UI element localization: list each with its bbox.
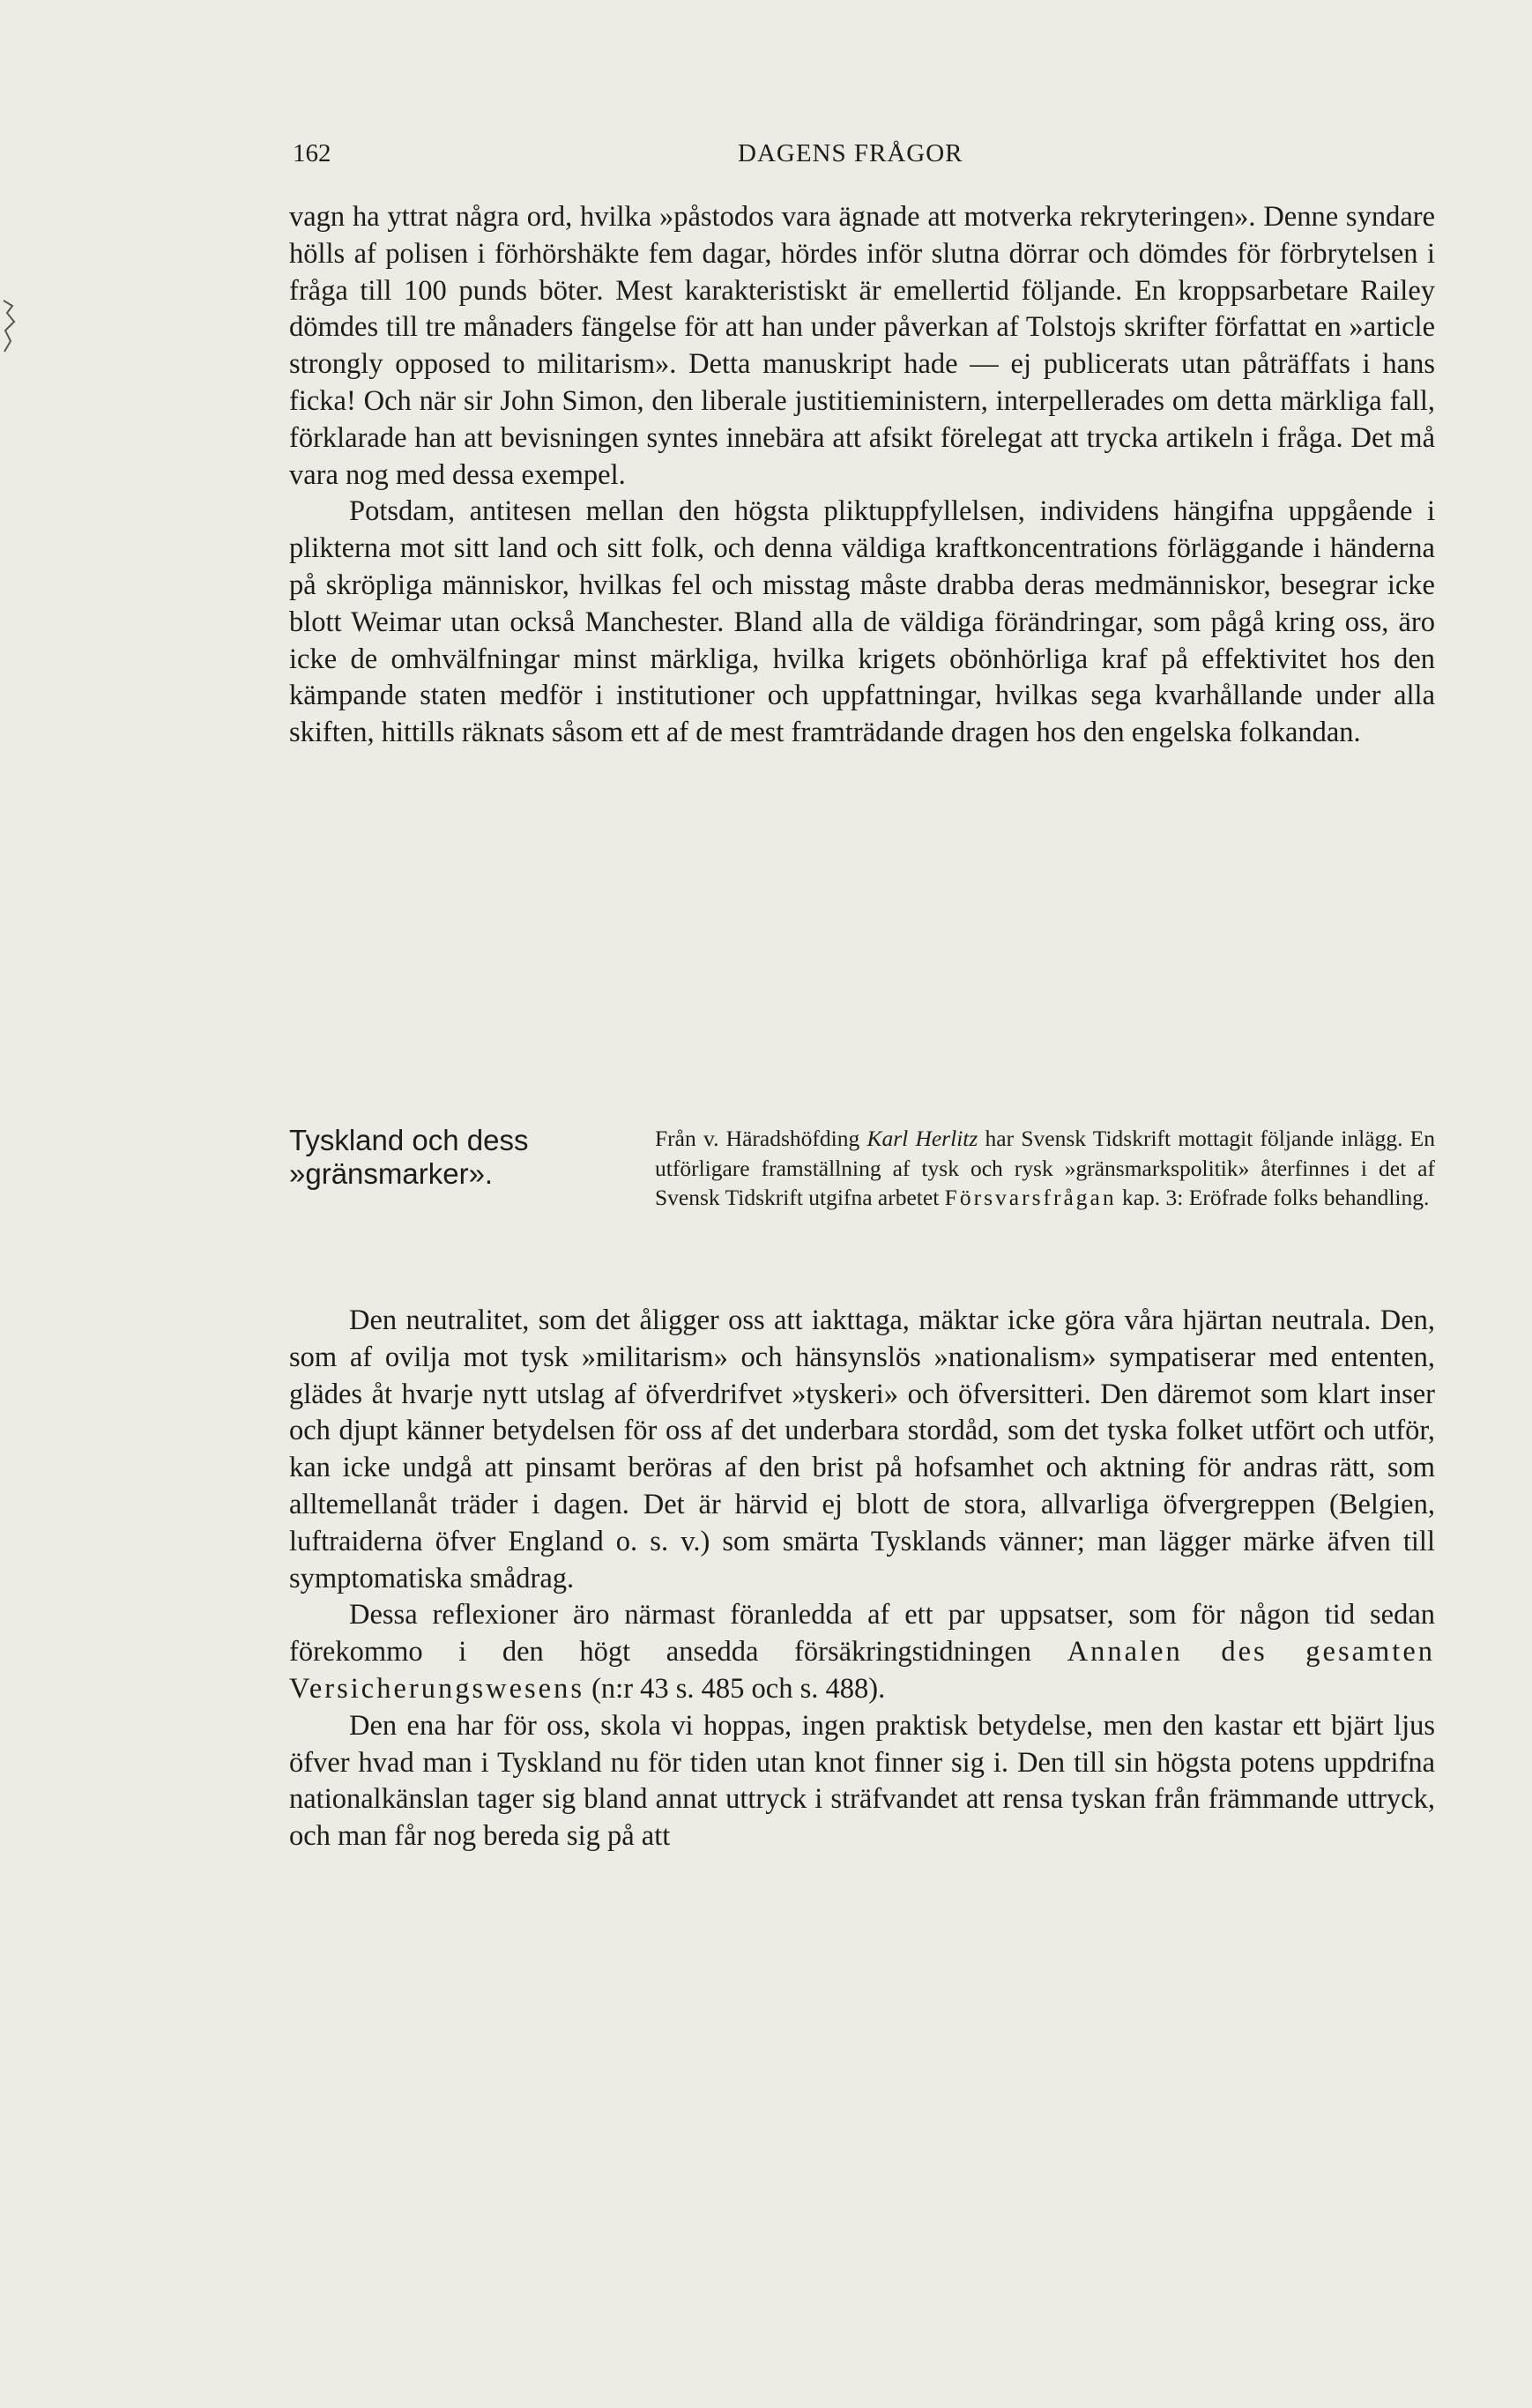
note-part2: har Svensk Tidskrift mottagit följande inlägg. En utförligare framställning af tysk och rysk »gränsmarkspolitik» återfinnes i det af Svensk Tidskrift utgifna arbetet — [655, 1126, 1435, 1210]
journal-title: Annalen des gesamten Versicherungswesens — [289, 1636, 1435, 1705]
note-part1: Från v. Häradshöfding — [655, 1126, 867, 1151]
bottom-text-block — [289, 1303, 1435, 1855]
running-head: DAGENS FRÅGOR — [738, 139, 963, 167]
note-author: Karl Herlitz — [866, 1126, 978, 1151]
page-header — [293, 139, 1412, 175]
paragraph-neutralitet: Den neutralitet, som det åligger oss att iakttaga, mäktar icke göra våra hjärtan neutrala. Den, som af ovilja mot tysk »militarism» och hänsynslös »nationalism» sympatiserar med ententen, glädes åt hvarje nytt utslag af öfverdrifvet »tyskeri» och öfversitteri. Den däremot som klart inser och djupt känner betydelsen för oss af det underbara stordåd, som det tyska folket utfört och utför, kan icke undgå att pinsamt beröras af den brist på hofsamhet och aktning för andras rätt, som alltemellanåt träder i dagen. Det är härvid ej blott de stora, allvarliga öfvergreppen (Belgien, luftraiderna öfver England o. s. v.) som smärta Tysklands vänner; man lägger märke äfven till symptomatiska smådrag. — [289, 1304, 1435, 1594]
paragraph-den-ena: Den ena har för oss, skola vi hoppas, ingen praktisk betydelse, men den kastar ett bjärt ljus öfver hvad man i Tyskland nu för tiden utan knot finner sig i. Den till sin högsta potens uppdrifna nationalkänslan tager sig bland annat uttryck i sträfvandet att rensa tyskan från främmande uttryck, och man får nog bereda sig på att — [289, 1709, 1435, 1853]
paragraph-reflexioner — [289, 1597, 1435, 1707]
paragraph-continuation: vagn ha yttrat några ord, hvilka »påstodos vara ägnade att motverka rekryteringen». Denne syndare hölls af polisen i förhörshäkte fem dagar, hördes inför slutna dörrar och dömdes för förbrytelsen i fråga till 100 punds böter. Mest karakteristiskt är emellertid följande. En kroppsarbetare Railey dömdes till tre månaders fängelse för att han under påverkan af Tolstojs skrifter författat en »article strongly opposed to militarism». Detta manuskript hade — ej publicerats utan påträffats i hans ficka! Och när sir John Simon, den liberale justitieministern, interpellerades om detta märkliga fall, förklarade han att bevisningen syntes innebära att afsikt förelegat att trycka artikeln i fråga. Det må vara nog med dessa exempel. — [289, 201, 1435, 491]
section-note-text — [289, 1124, 1435, 1213]
top-text-block — [289, 199, 1435, 752]
page-edge-mark-icon — [0, 295, 19, 357]
note-part3: kap. 3: Eröfrade folks behandling. — [1116, 1185, 1430, 1210]
page-number: 162 — [293, 139, 331, 167]
paragraph-potsdam: Potsdam, antitesen mellan den högsta pliktuppfyllelsen, individens hängifna uppgående i plikterna mot sitt land och sitt folk, och denna väldiga kraftkoncentrations förläggande i händerna på skröpliga människor, hvilkas fel och misstag måste drabba deras medmänniskor, besegrar icke blott Weimar utan också Manchester. Bland alla de väldiga förändringar, som pågå kring oss, äro icke de omhvälfningar minst märkliga, hvilka krigets obönhörliga kraf på effektivitet hos den kämpande staten medför i institutioner och uppfattningar, hvilkas sega kvarhållande under alla skiften, hittills räknats såsom ett af de mest framträdande dragen hos den engelska folkandan. — [289, 495, 1435, 749]
reflexioner-part2: (n:r 43 s. 485 och s. 488). — [584, 1672, 886, 1705]
note-book-title: Försvarsfrågan — [944, 1185, 1117, 1210]
section-title-line1: Tyskland och dess — [289, 1124, 529, 1156]
section-heading — [289, 1124, 1435, 1282]
section-note — [289, 1124, 1435, 1213]
section-title-line2: »gränsmarker». — [289, 1157, 494, 1190]
reflexioner-part1: Dessa reflexioner äro närmast föranledda af ett par uppsatser, som för någon tid sedan förekommo i den högt ansedda försäkringstidningen — [289, 1599, 1435, 1669]
